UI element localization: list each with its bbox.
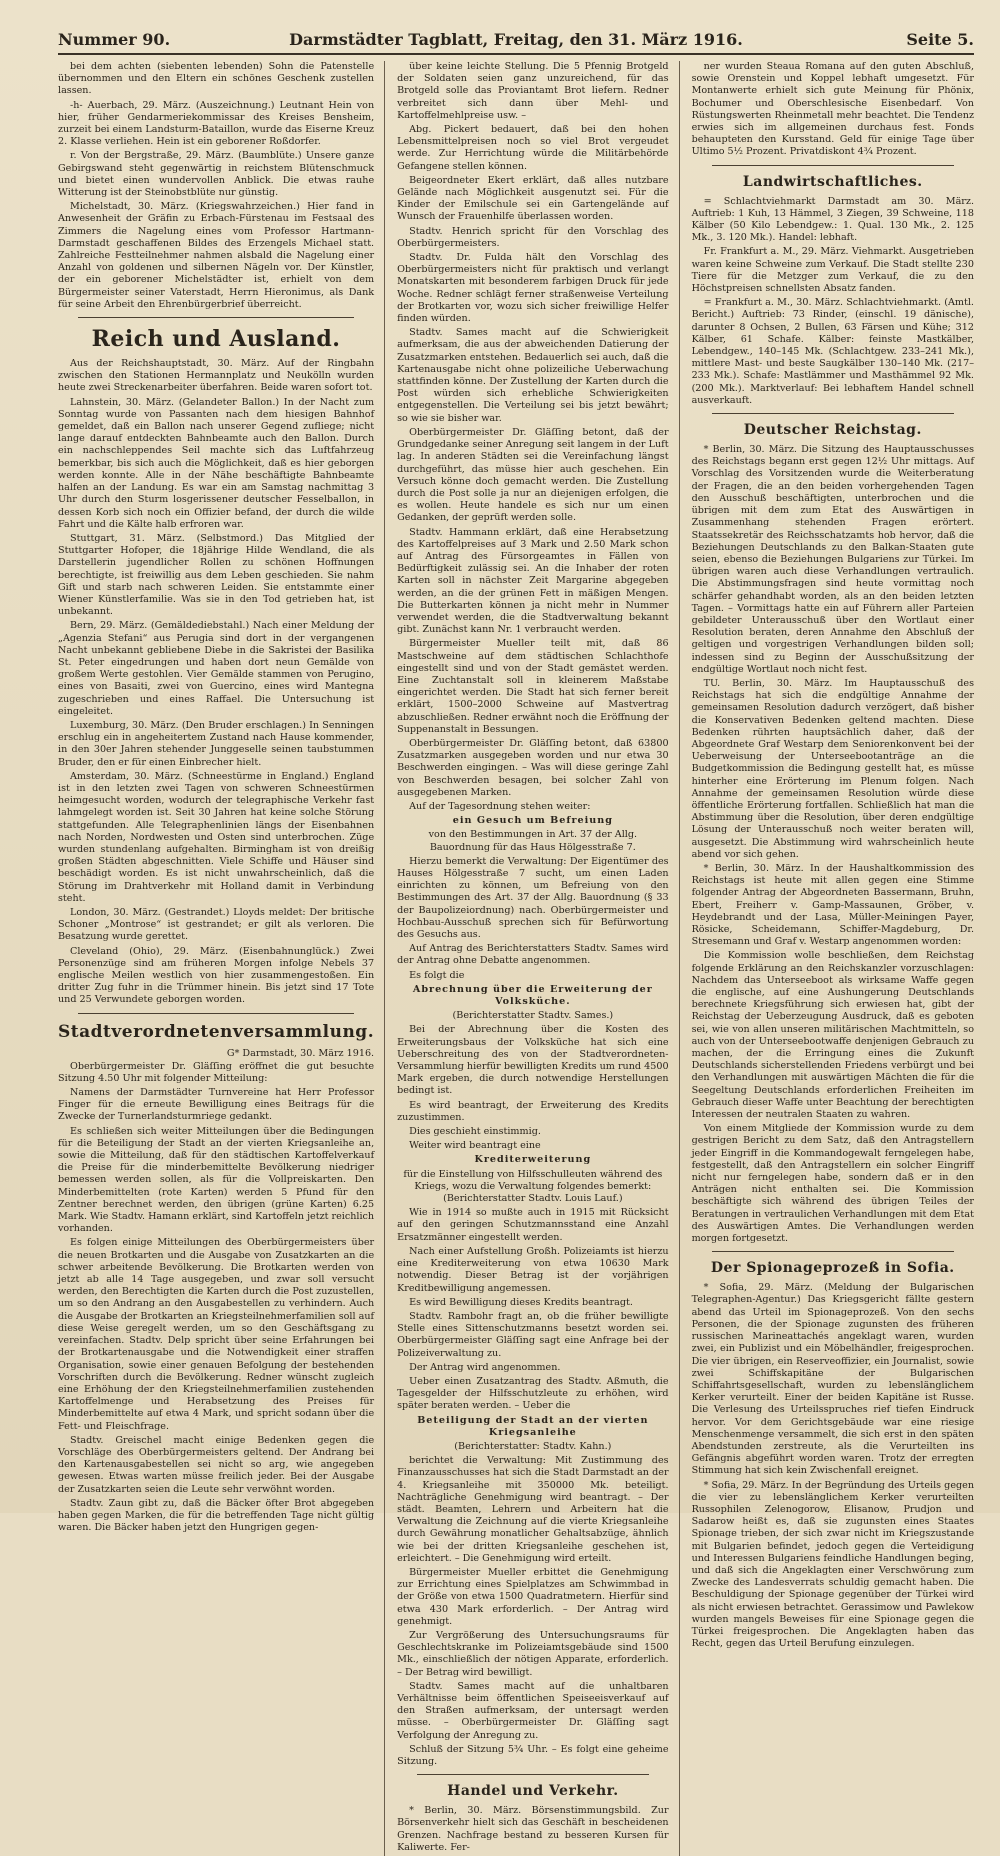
article-paragraph: Bürgermeister Mueller erbittet die Genehmigung zur Errichtung eines Spielplatzes am Schwimmbad in der Größe von etwa 1500 Quadratmetern. Hierfür sind etwa 430 Mark erforderlich. – Der Antrag wird genehmigt. — [397, 1566, 669, 1627]
divider — [417, 1774, 648, 1775]
article-paragraph: Bei der Abrechnung über die Kosten des Erweiterungsbaus der Volksküche hat sich eine Ueberschreitung des von der Stadtverordneten-Versammlung hierfür bewilligten Kredits um rund 4500 Mark ergeben, die durch notwendige Herstellungen bedingt ist. — [397, 1024, 669, 1097]
article-paragraph: Auf der Tagesordnung stehen weiter: — [409, 800, 591, 812]
article-paragraph: * Sofia, 29. März. (Meldung der Bulgarischen Telegraphen-Agentur.) Das Kriegsgericht fällte gestern abend das Urteil im Spionageprozeß. Von den sechs Personen, die der Spionage zugunsten des früheren russischen Marineattachés angeklagt waren, wurden zwei, ein Publizist und ein Möbelhändler, freigesprochen. Die vier übrigen, ein Reserveoffizier, ein Journalist, sowie zwei Schiffskapitäne der Bulgarischen Schiffahrtsgesellschaft, wurden zu lebenslänglichem Kerker verurteilt. Einer der beiden Kapitäne ist Russe. Die Verlesung des Urteilsspruches rief tiefen Eindruck hervor. Vor dem Gerichtsgebäude war eine riesige Menschenmenge versammelt, die sich erst in den späten Abendstunden zerstreute, als die Verurteilten ins Gefängnis abgeführt worden waren. Trotz der erregten Stimmung hat sich kein Zwischenfall ereignet. — [691, 1282, 974, 1477]
column-1 — [58, 61, 385, 1856]
column-3 — [692, 61, 974, 1856]
section-title-landwirtschaft: Landwirtschaftliches. — [742, 173, 923, 190]
article-paragraph: Stadtv. Hammann erklärt, daß eine Herabsetzung des Kartoffelpreises auf 3 Mark und 2.50 Mark schon auf Antrag des Fürsorgeamtes in Fällen von Bedürftigkeit zulässig sei. An die Inhaber der roten Karten soll in nächster Zeit Margarine abgegeben werden, an die der grünen Fett in mäßigen Mengen. Die Butterkarten können ja nicht mehr in Nummer verwendet werden, die die Stadtverwaltung bekannt gibt. Zunächst kann Nr. 1 verbraucht werden. — [397, 526, 669, 636]
article-paragraph: ner wurden Steaua Romana auf den guten Abschluß, sowie Orenstein und Koppel lebhaft umgesetzt. Für Montanwerte erhielt sich gute Meinung für Phönix, Bochumer und Oberschlesische Eisenbedarf. Von Rüstungswerten Rheinmetall mehr beachtet. Die Tendenz erwies sich im allgemeinen durchaus fest. Fonds behaupteten den Kursstand. Geld für einige Tage über Ultimo 5½ Prozent. Privatdiskont 4¾ Prozent. — [691, 61, 974, 158]
divider — [78, 317, 354, 318]
agenda-item-subtitle: (Berichterstatter Stadtv. Sames.) — [452, 1010, 614, 1022]
article-paragraph: Die Kommission wolle beschließen, dem Reichstag folgende Erklärung an den Reichskanzler vorzuschlagen: Nachdem das Unterseeboot als wirksame Waffe gegen die englische, auf eine Aushungerung Deutschlands berechnete Kriegsführung sich erwiesen hat, gibt der Reichstag der Ueberzeugung Ausdruck, daß es geboten sei, wie von allen unseren militärischen Machtmitteln, so auch von der Unterseebootwaffe denjenigen Gebrauch zu machen, der die Erringung eines die Zukunft Deutschlands sicherstellenden Friedens verbürgt und bei den Verhandlungen mit auswärtigen Mächten die für die Seegeltung Deutschlands erforderlichen Freiheiten im Gebrauch dieser Waffe unter Beachtung der berechtigten Interessen der neutralen Staaten zu wahren. — [691, 950, 974, 1121]
article-paragraph: TU. Berlin, 30. März. Im Hauptausschuß des Reichstags hat sich die endgültige Annahme der gemeinsamen Resolution dadurch verzögert, daß bisher die Konservativen Bedenken geltend machten. Diese Bedenken rührten hauptsächlich daher, daß der Abgeordnete Graf Westarp dem Seniorenkonvent bei der Ueberweisung der Unterseebootanträge an die Budgetkommission die Bedingung gestellt hat, es müsse hinterher eine Erörterung im Plenum folgen. Nach Annahme der gemeinsamen Resolution würde diese öffentliche Erörterung fortfallen. Schließlich hat man die Abstimmung über die Resolution, über deren endgültige Lösung der Unterausschuß noch weiter beraten will, ausgesetzt. Die Abstimmung wird wahrscheinlich heute abend vor sich gehen. — [691, 677, 974, 860]
agenda-item-subtitle: von den Bestimmungen in Art. 37 der Allg. Bauordnung für das Haus Hölgesstraße 7. — [428, 829, 638, 853]
article-paragraph: Abg. Pickert bedauert, daß bei den hohen Lebensmittelpreisen noch so viel Brot vergeudet werde. Zur Herrichtung würde die Militärbehörde Gefangene stellen können. — [397, 124, 669, 172]
article-paragraph: * Berlin, 30. März. Die Sitzung des Hauptausschusses des Reichstags begann erst gegen 12½ Uhr mittags. Auf Vorschlag des Vorsitzenden wurde die Weiterberatung der Fragen, die an den beiden vorhergehenden Tagen den Ausschuß beschäftigten, unterbrochen und die übrigen mit dem zum Etat des Auswärtigen in Zusammenhang stehenden Fragen erörtert. Staatssekretär des Reichsschatzamts hob hervor, daß die Beziehungen Deutschlands zu den Balkan-Staaten gute seien, ebenso die Beziehungen Bulgariens zur Türkei. Im übrigen waren auch diese Verhandlungen vertraulich. Die Abstimmungsfragen sind heute vormittag noch schärfer gehandhabt worden, als an den beiden letzten Tagen. – Vormittags hatte ein auf Führern aller Parteien gebildeter Unterausschuß über den Wortlaut einer Resolution beraten, deren Annahme den Abschluß der geltigen und vorgestrigen Verhandlungen bilden soll; indessen sind zu Beginn der Ausschußsitzung der endgültige Wortlaut noch nicht fest. — [691, 444, 974, 675]
divider — [712, 1251, 954, 1252]
article-paragraph: Stadtv. Sames macht auf die unhaltbaren Verhältnisse beim öffentlichen Speiseeisverkauf auf den Straßen aufmerksam, der untersagt werden müsse. – Oberbürgermeister Dr. Gläſſing sagt Verfolgung der Anregung zu. — [397, 1680, 669, 1741]
column-2 — [397, 61, 679, 1856]
agenda-item-title: Krediterweiterung — [474, 1154, 592, 1166]
masthead-title: Darmstädter Tagblatt, Freitag, den 31. März 1916. — [289, 30, 743, 49]
article-paragraph: * Berlin, 30. März. In der Haushaltkommission des Reichstags ist heute mit allen gegen eine Stimme folgender Antrag der Abgeordneten Bassermann, Bruhn, Ebert, Freiherr v. Gamp-Massaunen, Gröber, v. Heydebrandt und der Lasa, Müller-Meiningen Payer, Rösicke, Scheidemann, Schiffer-Magdeburg, Dr. Stresemann und Graf v. Westarp angenommen worden: — [691, 862, 974, 948]
article-paragraph: Ueber einen Zusatzantrag des Stadtv. Aßmuth, die Tagesgelder der Hilfsschutzleute zu erhöhen, wird später beraten werden. – Ueber die — [397, 1375, 669, 1412]
section-title-reichstag: Deutscher Reichstag. — [743, 422, 922, 439]
divider — [712, 165, 954, 166]
agenda-item-subtitle: für die Einstellung von Hilfsschulleuten während des Kriegs, wozu die Verwaltung folgendes bemerkt: (Berichterstatter Stadtv. Louis Lauf.) — [403, 1168, 663, 1205]
article-paragraph: Lahnstein, 30. März. (Gelandeter Ballon.) In der Nacht zum Sonntag wurde von Passanten nach dem hiesigen Bahnhof gemeldet, daß ein Ballon nach unserer Gegend zufliege; nicht lange darauf entdeckten Bahnbeamte auch den Ballon. Durch ein nachschleppendes Seil machte sich das Luftfahrzeug bemerkbar, bis sich auch die Möglichkeit, daß es hier geborgen werden konnte. Alle in der Nähe beschäftigte Bahnbeamte halfen an der Landung. Es war ein am Samstag nachmittag 3 Uhr durch den Sturm losgerissener deutscher Fesselballon, in dessen Korb sich noch ein Offizier befand, der durch die wilde Fahrt und die Kälte halb erfroren war. — [58, 396, 375, 530]
article-paragraph: Stuttgart, 31. März. (Selbstmord.) Das Mitglied der Stuttgarter Hofoper, die 18jährige Hilde Wendland, die als Darstellerin jugendlicher Rollen zu schönen Hoffnungen berechtigte, ist freiwillig aus dem Leben geschieden. Sie nahm Gift und starb nach schweren Leiden. Sie entstammte einer Wiener Künstlerfamilie. Was sie in den Tod getrieben hat, ist unbekannt. — [58, 532, 375, 618]
article-paragraph: Nach einer Aufstellung Großh. Polizeiamts ist hierzu eine Krediterweiterung von etwa 10630 Mark notwendig. Dieser Betrag ist der vorjährigen Kreditbewilligung angemessen. — [397, 1245, 669, 1294]
article-paragraph: * Berlin, 30. März. Börsenstimmungsbild. Zur Börsenverkehr hielt sich das Geschäft in bescheidenen Grenzen. Nachfrage bestand zu besseren Kursen für Kaliwerte. Fer- — [397, 1805, 669, 1853]
article-paragraph: Der Antrag wird angenommen. — [409, 1361, 561, 1373]
page-header — [58, 30, 974, 55]
article-paragraph: Es schließen sich weiter Mitteilungen über die Bedingungen für die Beteiligung der Stadt an der vierten Kriegsanleihe an, sowie die Mitteilung, daß für den städtischen Kartoffelverkauf die Preise für die minderbemittelte Bevölkerung niedriger bemessen werden sollen, als für die Vollpreiskarten. Den Minderbemittelten (rote Karten) werden 5 Pfund für den Zentner berechnet werden, den übrigen (grüne Karten) 6.25 Mark. Wie Stadtv. Hamann erklärt, sind Kartoffeln jetzt reichlich vorhanden. — [58, 1125, 375, 1235]
article-paragraph: Amsterdam, 30. März. (Schneestürme in England.) England ist in den letzten zwei Tagen von schweren Schneestürmen heimgesucht worden, wodurch der telegraphische Verkehr fast lahmgelegt worden ist. Seit 30 Jahren hat keine solche Störung stattgefunden. Alle Telegraphenlinien längs der Eisenbahnen nach Norden, Nordwesten und Osten sind unterbrochen. Züge wurden stundenlang aufgehalten. Birmingham ist von dreißig großen Städten abgeschnitten. Viele Schiffe und Häuser sind beschädigt worden. Es ist nicht unwahrscheinlich, daß die Störung im Drahtverkehr mit Holland damit in Verbindung steht. — [58, 770, 375, 904]
article-paragraph: Hierzu bemerkt die Verwaltung: Der Eigentümer des Hauses Hölgesstraße 7 sucht, um einen Laden einrichten zu können, um Befreiung von den Bestimmungen des Art. 37 der Allg. Bauordnung (§ 33 der Baupolizeiordnung) nach. Oberbürgermeister und Hochbau-Ausschuß sprechen sich für Befürwortung des Gesuchs aus. — [397, 855, 669, 941]
article-paragraph: Weiter wird beantragt eine — [409, 1140, 541, 1152]
article-paragraph: Es folgt die — [409, 969, 465, 981]
article-paragraph: Cleveland (Ohio), 29. März. (Eisenbahnunglück.) Zwei Personenzüge sind am früheren Morgen infolge Nebels 37 englische Meilen westlich von hier zusammengestoßen. Ein dritter Zug fuhr in die Trümmer hinein. Bis jetzt sind 17 Tote und 25 Verwundete geborgen worden. — [58, 945, 375, 1006]
article-paragraph: Zur Vergrößerung des Untersuchungsraums für Geschlechtskranke im Polizeiamtsgebäude sind 1500 Mk., einschließlich der nötigen Apparate, erforderlich. – Der Betrag wird bewilligt. — [397, 1629, 669, 1678]
article-paragraph: Es folgen einige Mitteilungen des Oberbürgermeisters über die neuen Brotkarten und die Ausgabe von Zusatzkarten an die schwer arbeitende Bevölkerung. Die Brotkarten werden von jetzt ab alle 14 Tage ausgegeben, und zwar soll versucht werden, den Berechtigten die Karten durch die Post zuzustellen, um so den Andrang an den Ausgabestellen zu verhindern. Auch die Ausgabe der Brotkarten an Kriegsteilnehmerfamilien soll auf diese Weise geregelt werden, um so den Geschäftsgang zu vereinfachen. Stadtv. Delp spricht über seine Erfahrungen bei der Brotkartenausgabe und die Notwendigkeit einer straffen Organisation, sowie einer genauen Befolgung der bestehenden Vorschriften durch die Bevölkerung. Redner wünscht zugleich eine Erhöhung der den Kriegsteilnehmerfamilien zustehenden Kartoffelmenge und Herabsetzung des Preises für Minderbemittelte auf etwa 4 Mark, und spricht sodann über die Fett- und Fleischfrage. — [58, 1237, 375, 1432]
article-paragraph: Oberbürgermeister Dr. Gläſſing betont, daß 63800 Zusatzmarken ausgegeben worden und nur etwa 30 Beschwerden eingingen. – Was will diese geringe Zahl von Beschwerden besagen, bei solcher Zahl von ausgegebenen Marken. — [397, 737, 669, 798]
article-paragraph: Es wird beantragt, der Erweiterung des Kredits zuzustimmen. — [397, 1099, 669, 1123]
article-paragraph: Von einem Mitgliede der Kommission wurde zu dem gestrigen Bericht zu dem Satz, daß den Antragstellern jeder Eingriff in die Kommandogewalt ferngelegen habe, festgestellt, daß den Antragstellern ein solcher Eingriff nicht nur ferngelegen habe, sondern daß er in den Anträgen nicht enthalten sei. Die Kommission beschäftigte sich während des übrigen Teiles der Beratungen in vertraulichen Verhandlungen mit dem Etat des Auswärtigen Amtes. Die Verhandlungen werden morgen fortgesetzt. — [691, 1123, 974, 1245]
section-title-handel: Handel und Verkehr. — [447, 1783, 619, 1800]
article-paragraph: Fr. Frankfurt a. M., 29. März. Viehmarkt. Ausgetrieben waren keine Schweine zum Verkauf. Die Stadt stellte 230 Tiere für die Metzger zum Verkauf, die zu den Höchstpreisen schnellsten Absatz fanden. — [691, 246, 974, 295]
issue-number: Nummer 90. — [58, 30, 171, 49]
article-paragraph: Wie in 1914 so mußte auch in 1915 mit Rücksicht auf den geringen Schutzmannsstand eine Anzahl Ersatzmänner eingestellt werden. — [397, 1207, 669, 1243]
article-paragraph: Dies geschieht einstimmig. — [409, 1126, 541, 1138]
article-paragraph: Beigeordneter Ekert erklärt, daß alles nutzbare Gelände nach Möglichkeit ausgenutzt sei. Für die Kinder der Emilschule sei ein Gartengelände auf Wunsch der Frauenhilfe überlassen worden. — [397, 174, 669, 223]
section-title-spionageprozess: Der Spionageprozeß in Sofia. — [710, 1260, 955, 1277]
article-paragraph: Luxemburg, 30. März. (Den Bruder erschlagen.) In Senningen erschlug ein in angeheitertem Zustand nach Hause kommender, in den 30er Jahren stehender Junggeselle seinen taubstummen Bruder, den er für einen Einbrecher hielt. — [58, 719, 375, 768]
agenda-item-title: Beteiligung der Stadt an der vierten Kriegsanleihe — [417, 1414, 649, 1438]
article-paragraph: = Schlachtviehmarkt Darmstadt am 30. März. Auftrieb: 1 Kuh, 13 Hämmel, 3 Ziegen, 39 Schweine, 118 Kälber (50 Kilo Lebendgew.: 1. Qual. 130 Mk., 2. 125 Mk., 3. 120 Mk.). Handel: lebhaft. — [691, 195, 974, 244]
article-paragraph: Stadtv. Zaun gibt zu, daß die Bäcker öfter Brot abgegeben haben gegen Marken, die für die betreffenden Tage nicht gültig waren. Die Bäcker haben jetzt den Hungrigen gegen- — [58, 1497, 375, 1534]
article-paragraph: -h- Auerbach, 29. März. (Auszeichnung.) Leutnant Hein von hier, früher Gendarmeriekommissar des Kreises Bensheim, zurzeit bei einem Landsturm-Bataillon, wurde das Eiserne Kreuz 2. Klasse verliehen. Hein ist ein geborener Roßdorfer. — [58, 99, 375, 148]
article-paragraph: Bürgermeister Mueller teilt mit, daß 86 Mastschweine auf dem städtischen Schlachthofe eingestellt sind und von der Stadt gemästet werden. Eine Zuchtanstalt soll in kleinerem Maßstabe eingerichtet werden. Die Stadt hat sich ferner bereit erklärt, 1500–2000 Schweine auf Mastvertrag abzuschließen. Redner erwähnt noch die Eröffnung der Suppenanstalt in Bessungen. — [397, 638, 669, 735]
article-paragraph: Aus der Reichshauptstadt, 30. März. Auf der Ringbahn zwischen den Stationen Hermannplatz und Neukölln wurden heute zwei Streckenarbeiter überfahren. Beide waren sofort tot. — [58, 358, 375, 394]
article-paragraph: Schluß der Sitzung 5¾ Uhr. – Es folgt eine geheime Sitzung. — [397, 1743, 669, 1768]
article-paragraph: Oberbürgermeister Dr. Gläſſing eröffnet die gut besuchte Sitzung 4.50 Uhr mit folgender Mitteilung: — [58, 1060, 375, 1084]
article-paragraph: Stadtv. Henrich spricht für den Vorschlag des Oberbürgermeisters. — [397, 225, 669, 249]
article-paragraph: Namens der Darmstädter Turnvereine hat Herr Professor Finger für die erneute Bewilligung eines Beitrags für die Zwecke der Turnerlandsturmriege gedankt. — [58, 1087, 375, 1123]
agenda-item-title: Abrechnung über die Erweiterung der Volksküche. — [412, 983, 653, 1008]
article-paragraph: Bern, 29. März. (Gemäldediebstahl.) Nach einer Meldung der „Agenzia Stefani“ aus Perugia sind dort in der vergangenen Nacht unbekannt gebliebene Diebe in die Sakristei der Basilika St. Peter eingedrungen und haben dort neun Gemälde von großem Werte gestohlen. Vier Gemälde stammen von Perugino, eines von Basaiti, zwei von Guercino, eines wird Mantegna zugeschrieben und eines Raffael. Die Untersuchung ist eingeleitet. — [58, 620, 375, 717]
article-paragraph: London, 30. März. (Gestrandet.) Lloyds meldet: Der britische Schoner „Montrose“ ist gestrandet; er gilt als verloren. Die Besatzung wurde gerettet. — [58, 907, 375, 943]
article-paragraph: Michelstadt, 30. März. (Kriegswahrzeichen.) Hier fand in Anwesenheit der Gräfin zu Erbach-Fürstenau im Festsaal des Zimmers die Nagelung eines vom Professor Hartmann-Darmstadt geschaffenen Bildes des Erzengels Michael statt. Zahlreiche Festteilnehmer nahmen alsbald die Nagelung einer Anzahl von goldenen und silbernen Nägeln vor. Der Künstler, der ein geborener Michelstädter ist, erhielt von dem Bürgermeister seiner Vaterstadt, Herrn Hieronimus, als Dank für seine Arbeit den Ehrenbürgerbrief überreicht. — [58, 201, 375, 310]
section-title-reich-ausland: Reich und Ausland. — [91, 326, 341, 353]
article-paragraph: Oberbürgermeister Dr. Gläſſing betont, daß der Grundgedanke seiner Anregung seit langem in der Luft lag. In anderen Städten sei die Vereinfachung längst durchgeführt, das müsse hier auch geschehen. Ein Versuch könne doch gemacht werden. Die Zustellung durch die Post solle ja nur an diejenigen erfolgen, die es wollen. Heute handele es sich nur um einen Gedanken, der geprüft werden solle. — [397, 426, 669, 524]
article-paragraph: Es wird Bewilligung dieses Kredits beantragt. — [409, 1296, 633, 1308]
divider — [712, 413, 954, 414]
article-paragraph: über keine leichte Stellung. Die 5 Pfennig Brotgeld der Soldaten seien ganz unzureichend, für das Brotgeld solle das Proviantamt Brot liefern. Redner verbreitet sich dann über Mehl- und Kartoffelmehlpreise usw. – — [397, 61, 669, 121]
divider — [78, 1013, 354, 1014]
article-paragraph: r. Von der Bergstraße, 29. März. (Baumblüte.) Unsere ganze Gebirgswand steht gegenwärtig in reichstem Blütenschmuck und bietet einen wundervollen Anblick. Die etwas rauhe Witterung ist der Steinobstblüte nur günstig. — [58, 150, 375, 199]
dateline: G* Darmstadt, 30. März 1916. — [226, 1047, 375, 1059]
article-paragraph: Stadtv. Sames macht auf die Schwierigkeit aufmerksam, die aus der abweichenden Datierung der Zusatzmarken entstehen. Bedauerlich sei auch, daß die Kartenausgabe nicht ohne polizeiliche Ueberwachung stattfinden könne. Der Zustellung der Karten durch die Post würden sich erhebliche Schwierigkeiten entgegenstellen. Die Verteilung sei bis jetzt bewährt; so wie sie bisher war. — [397, 327, 669, 424]
article-paragraph: bei dem achten (siebenten lebenden) Sohn die Patenstelle übernommen und den Eltern ein schönes Geschenk zustellen lassen. — [58, 61, 375, 97]
article-paragraph: Stadtv. Greischel macht einige Bedenken gegen die Vorschläge des Oberbürgermeisters geltend. Der Andrang bei den Kartenausgabestellen sei nicht so arg, wie angegeben gewesen. Etwas warten müsse freilich jeder. Bei der Ausgabe der Zusatzkarten seien die Leute sehr verwöhnt worden. — [58, 1434, 375, 1495]
article-paragraph: Auf Antrag des Berichterstatters Stadtv. Sames wird der Antrag ohne Debatte angenommen. — [397, 943, 669, 967]
article-paragraph: = Frankfurt a. M., 30. März. Schlachtviehmarkt. (Amtl. Bericht.) Auftrieb: 73 Rinder, (einschl. 19 dänische), darunter 8 Ochsen, 2 Bullen, 63 Färsen und Kühe; 312 Kälber, 61 Schafe. Kälber: feinste Mastkälber, Lebendgew., 140–145 Mk. (Schlachtgew. 233–241 Mk.), mittlere Mast- und beste Saugkälber 130–140 Mk. (217–233 Mk.). Schafe: Mastlämmer und Masthämmel 92 Mk. (200 Mk.). Marktverlauf: Bei lebhaftem Handel schnell ausverkauft. — [691, 297, 974, 406]
page-number: Seite 5. — [906, 30, 974, 49]
article-paragraph: * Sofia, 29. März. In der Begründung des Urteils gegen die vier zu lebenslänglichem Kerker verurteilten Russophilen Zelenogorow, Elisanow, Prudjon und Sadarow heißt es, daß sie zugunsten eines Staates Spionage trieben, der sich zwar nicht im Kriegszustande mit Bulgarien befindet, jedoch gegen die Verteidigung und Interessen Bulgariens feindliche Handlungen beging, und daß sich die Angeklagten einer Verschwörung zum Zwecke des Landesverrats schuldig gemacht haben. Die Beschuldigung der Spionage gegenüber der Türkei wird als nicht erwiesen betrachtet. Gerassimow und Pawlekow wurden mangels Beweises für eine Spionage gegen die Türkei freigesprochen. Die Angeklagten haben das Recht, gegen das Urteil Berufung einzulegen. — [691, 1479, 974, 1650]
article-paragraph: Stadtv. Dr. Fulda hält den Vorschlag des Oberbürgermeisters nicht für praktisch und verlangt Monatskarten mit besonderem farbigen Druck für jede Woche. Redner schlägt ferner straßenweise Verteilung der Brotkarten vor, wozu sich sicher freiwillige Helfer finden würden. — [397, 252, 669, 325]
article-paragraph: berichtet die Verwaltung: Mit Zustimmung des Finanzausschusses hat sich die Stadt Darmstadt an der 4. Kriegsanleihe mit 350000 Mk. beteiligt. Nachträgliche Genehmigung wird beantragt. – Der städt. Beamten, Lehrern und Arbeitern hat die Verwaltung die Zeichnung auf die vierte Kriegsanleihe durch Gewährung monatlicher Gehaltsabzüge, ähnlich wie bei der dritten Kriegsanleihe geschehen ist, erleichtert. – Die Genehmigung wird erteilt. — [397, 1455, 669, 1564]
article-paragraph: Stadtv. Rambohr fragt an, ob die früher bewilligte Stelle eines Sittenschutzmanns besetzt worden sei. Oberbürgermeister Gläſſing sagt eine Anfrage bei der Polizeiverwaltung zu. — [397, 1310, 669, 1359]
section-title-stadtverordneten: Stadtverordnetenversammlung. — [58, 1021, 375, 1042]
agenda-item-title: ein Gesuch um Befreiung — [452, 815, 613, 827]
agenda-item-subtitle: (Berichterstatter: Stadtv. Kahn.) — [454, 1440, 612, 1452]
